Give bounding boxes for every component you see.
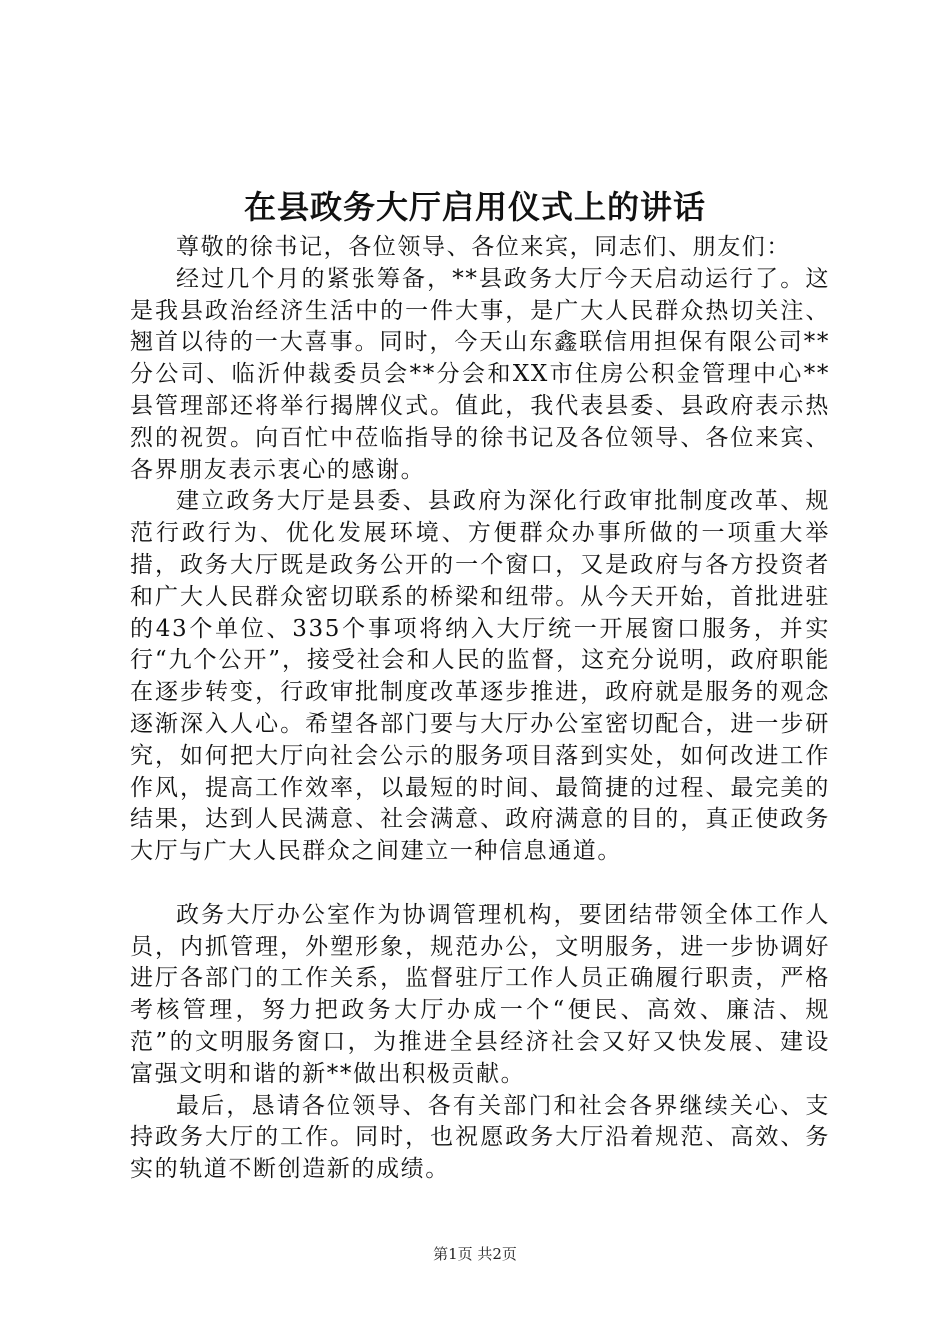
opening-paragraph: 经过几个月的紧张筹备，**县政务大厅今天启动运行了。这是我县政治经济生活中的一件大事，是广大人民群众热切关注、翘首以待的一大喜事。同时，今天山东鑫联信用担保有限公司**分公司、临沂仲裁委员会**分会和XX市住房公积金管理中心**县管理部还将举行揭牌仪式。值此，我代表县委、县政府表示热烈的祝贺。向百忙中莅临指导的徐书记及各位领导、各位来宾、各界朋友表示衷心的感谢。	[130, 265, 830, 483]
document-title: 在县政务大厅启用仪式上的讲话	[243, 188, 706, 226]
office-duty-paragraph: 政务大厅办公室作为协调管理机构，要团结带领全体工作人员，内抓管理，外塑形象，规范办公，文明服务，进一步协调好进厅各部门的工作关系，监督驻厅工作人员正确履行职责，严格考核管理，努力把政务大厅办成一个“便民、高效、廉洁、规范”的文明服务窗口，为推进全县经济社会又好又快发展、建设富强文明和谐的新**做出积极贡献。	[130, 901, 830, 1087]
hall-purpose-paragraph: 建立政务大厅是县委、县政府为深化行政审批制度改革、规范行政行为、优化发展环境、方便群众办事所做的一项重大举措，政务大厅既是政务公开的一个窗口，又是政府与各方投资者和广大人民群众密切联系的桥梁和纽带。从今天开始，首批进驻的43个单位、335个事项将纳入大厅统一开展窗口服务，并实行“九个公开”，接受社会和人民的监督，这充分说明，政府职能在逐步转变，行政审批制度改革逐步推进，政府就是服务的观念逐渐深入人心。希望各部门要与大厅办公室密切配合，进一步研究，如何把大厅向社会公示的服务项目落到实处，如何改进工作作风，提高工作效率，以最短的时间、最简捷的过程、最完美的结果，达到人民满意、社会满意、政府满意的目的，真正使政务大厅与广大人民群众之间建立一种信息通道。	[130, 488, 830, 865]
page-number-footer: 第1页 共2页	[433, 1245, 517, 1263]
closing-paragraph: 最后，恳请各位领导、各有关部门和社会各界继续关心、支持政务大厅的工作。同时，也祝愿政务大厅沿着规范、高效、务实的轨道不断创造新的成绩。	[130, 1092, 830, 1183]
document-body	[130, 232, 830, 1186]
salutation-paragraph: 尊敬的徐书记，各位领导、各位来宾，同志们、朋友们：	[176, 234, 791, 260]
